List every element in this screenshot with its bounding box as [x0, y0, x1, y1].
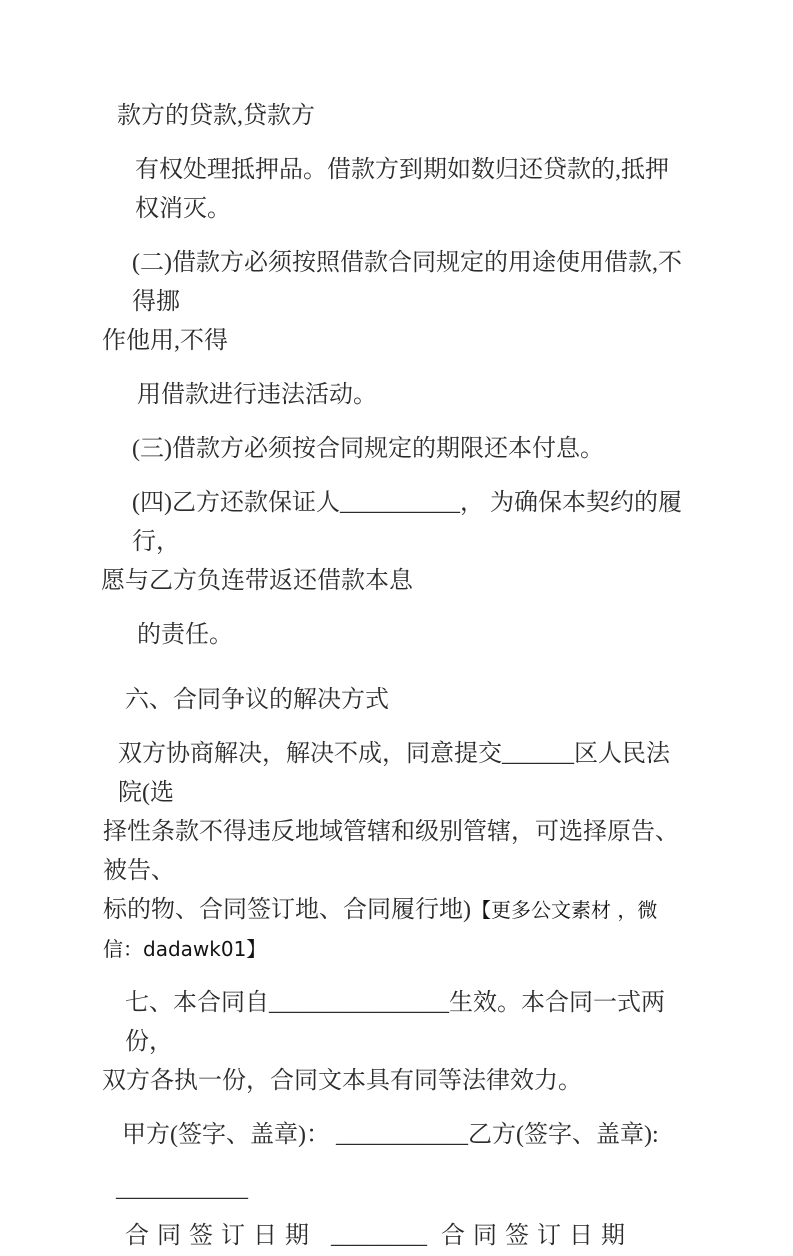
text-run: 款方的贷款,贷款方 [117, 103, 315, 129]
contract-line-5 [137, 376, 685, 415]
text-run: 的责任。 [137, 622, 233, 648]
document-body [101, 97, 685, 1256]
text-run: (四)乙方还款保证人__________， 为确保本契约的履行， [132, 490, 682, 555]
contract-line-16 [122, 1116, 685, 1155]
text-run: 六、合同争议的解决方式 [125, 687, 389, 713]
contract-line-6 [132, 430, 685, 469]
text-run: 用借款进行违法活动。 [137, 382, 377, 408]
contract-line-14 [125, 984, 685, 1062]
text-run: 七、本合同自_______________生效。本合同一式两份， [125, 990, 665, 1055]
text-run: 愿与乙方负连带返还借款本息 [101, 568, 413, 594]
contract-line-11 [118, 735, 685, 813]
text-run: ________ [331, 1223, 427, 1249]
contract-line-15 [102, 1062, 685, 1101]
contract-line-9 [137, 616, 685, 655]
text-run: (三)借款方必须按合同规定的期限还本付息。 [132, 436, 604, 462]
contract-line-13 [103, 891, 685, 969]
text-run: 合同签订日期 [125, 1223, 331, 1249]
contract-line-12 [103, 813, 685, 891]
contract-line-8 [101, 562, 685, 601]
text-run: 双方协商解决，解决不成，同意提交______区人民法院(选 [118, 741, 670, 806]
contract-line-1 [117, 97, 685, 136]
text-run: 作他用,不得 [102, 328, 228, 354]
text-run: 甲方(签字、盖章)： ___________乙方(签字、盖章): [122, 1122, 659, 1148]
text-run: 有权处理抵押品。借款方到期如数归还贷款的,抵押权消灭。 [135, 157, 669, 222]
contract-line-7 [132, 484, 685, 562]
text-run: (二)借款方必须按照借款合同规定的用途使用借款,不得挪 [132, 250, 682, 315]
contract-line-2 [135, 151, 685, 229]
contract-line-17 [116, 1170, 685, 1209]
contract-line-18 [125, 1217, 685, 1256]
contract-line-10 [125, 681, 685, 720]
text-run: 择性条款不得违反地域管辖和级别管辖，可选择原告、被告、 [103, 819, 679, 884]
contract-line-3 [132, 244, 685, 322]
contract-line-4 [102, 322, 685, 361]
text-run: 标的物、合同签订地、合同履行地) [103, 897, 471, 923]
text-run: 双方各执一份，合同文本具有同等法律效力。 [102, 1068, 582, 1094]
text-run: ___________ [116, 1176, 248, 1202]
text-run: 合同签订日期 [427, 1223, 633, 1249]
promo-watermark: 【更多公文素材 ，微信：dadawk01】 [103, 898, 658, 961]
